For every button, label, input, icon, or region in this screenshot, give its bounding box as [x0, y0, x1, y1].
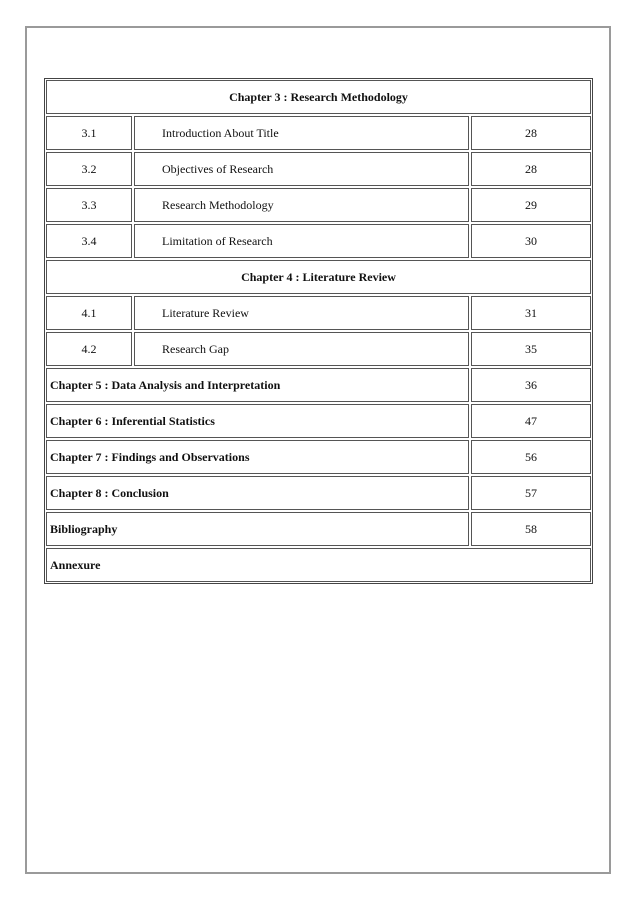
page-number: 36 — [471, 368, 591, 402]
page-number: 56 — [471, 440, 591, 474]
section-title: Objectives of Research — [134, 152, 469, 186]
chapter-3-header-row — [45, 79, 592, 115]
section-title: Research Methodology — [134, 188, 469, 222]
table-row — [45, 151, 592, 187]
table-row — [45, 187, 592, 223]
page-number: 58 — [471, 512, 591, 546]
table-of-contents — [44, 78, 593, 584]
chapter-row — [45, 475, 592, 511]
chapter-title: Chapter 8 : Conclusion — [46, 476, 469, 510]
section-number: 3.1 — [46, 116, 132, 150]
annexure-row — [45, 547, 592, 583]
table-row — [45, 223, 592, 259]
annexure-title: Annexure — [46, 548, 591, 582]
chapter-row — [45, 403, 592, 439]
page-number: 30 — [471, 224, 591, 258]
chapter-row — [45, 439, 592, 475]
chapter-title: Chapter 5 : Data Analysis and Interpretation — [46, 368, 469, 402]
page-number: 29 — [471, 188, 591, 222]
chapter-3-header: Chapter 3 : Research Methodology — [46, 80, 591, 114]
table-row — [45, 295, 592, 331]
chapter-title: Bibliography — [46, 512, 469, 546]
chapter-title: Chapter 7 : Findings and Observations — [46, 440, 469, 474]
section-number: 3.4 — [46, 224, 132, 258]
chapter-4-header: Chapter 4 : Literature Review — [46, 260, 591, 294]
section-title: Literature Review — [134, 296, 469, 330]
section-number: 3.3 — [46, 188, 132, 222]
chapter-row — [45, 367, 592, 403]
page-number: 28 — [471, 116, 591, 150]
section-number: 3.2 — [46, 152, 132, 186]
page-number: 28 — [471, 152, 591, 186]
section-number: 4.2 — [46, 332, 132, 366]
page-number: 35 — [471, 332, 591, 366]
section-number: 4.1 — [46, 296, 132, 330]
section-title: Research Gap — [134, 332, 469, 366]
page-number: 31 — [471, 296, 591, 330]
chapter-4-header-row — [45, 259, 592, 295]
page-number: 57 — [471, 476, 591, 510]
page-number: 47 — [471, 404, 591, 438]
section-title: Introduction About Title — [134, 116, 469, 150]
table-row — [45, 331, 592, 367]
table-row — [45, 115, 592, 151]
section-title: Limitation of Research — [134, 224, 469, 258]
chapter-title: Chapter 6 : Inferential Statistics — [46, 404, 469, 438]
chapter-row — [45, 511, 592, 547]
